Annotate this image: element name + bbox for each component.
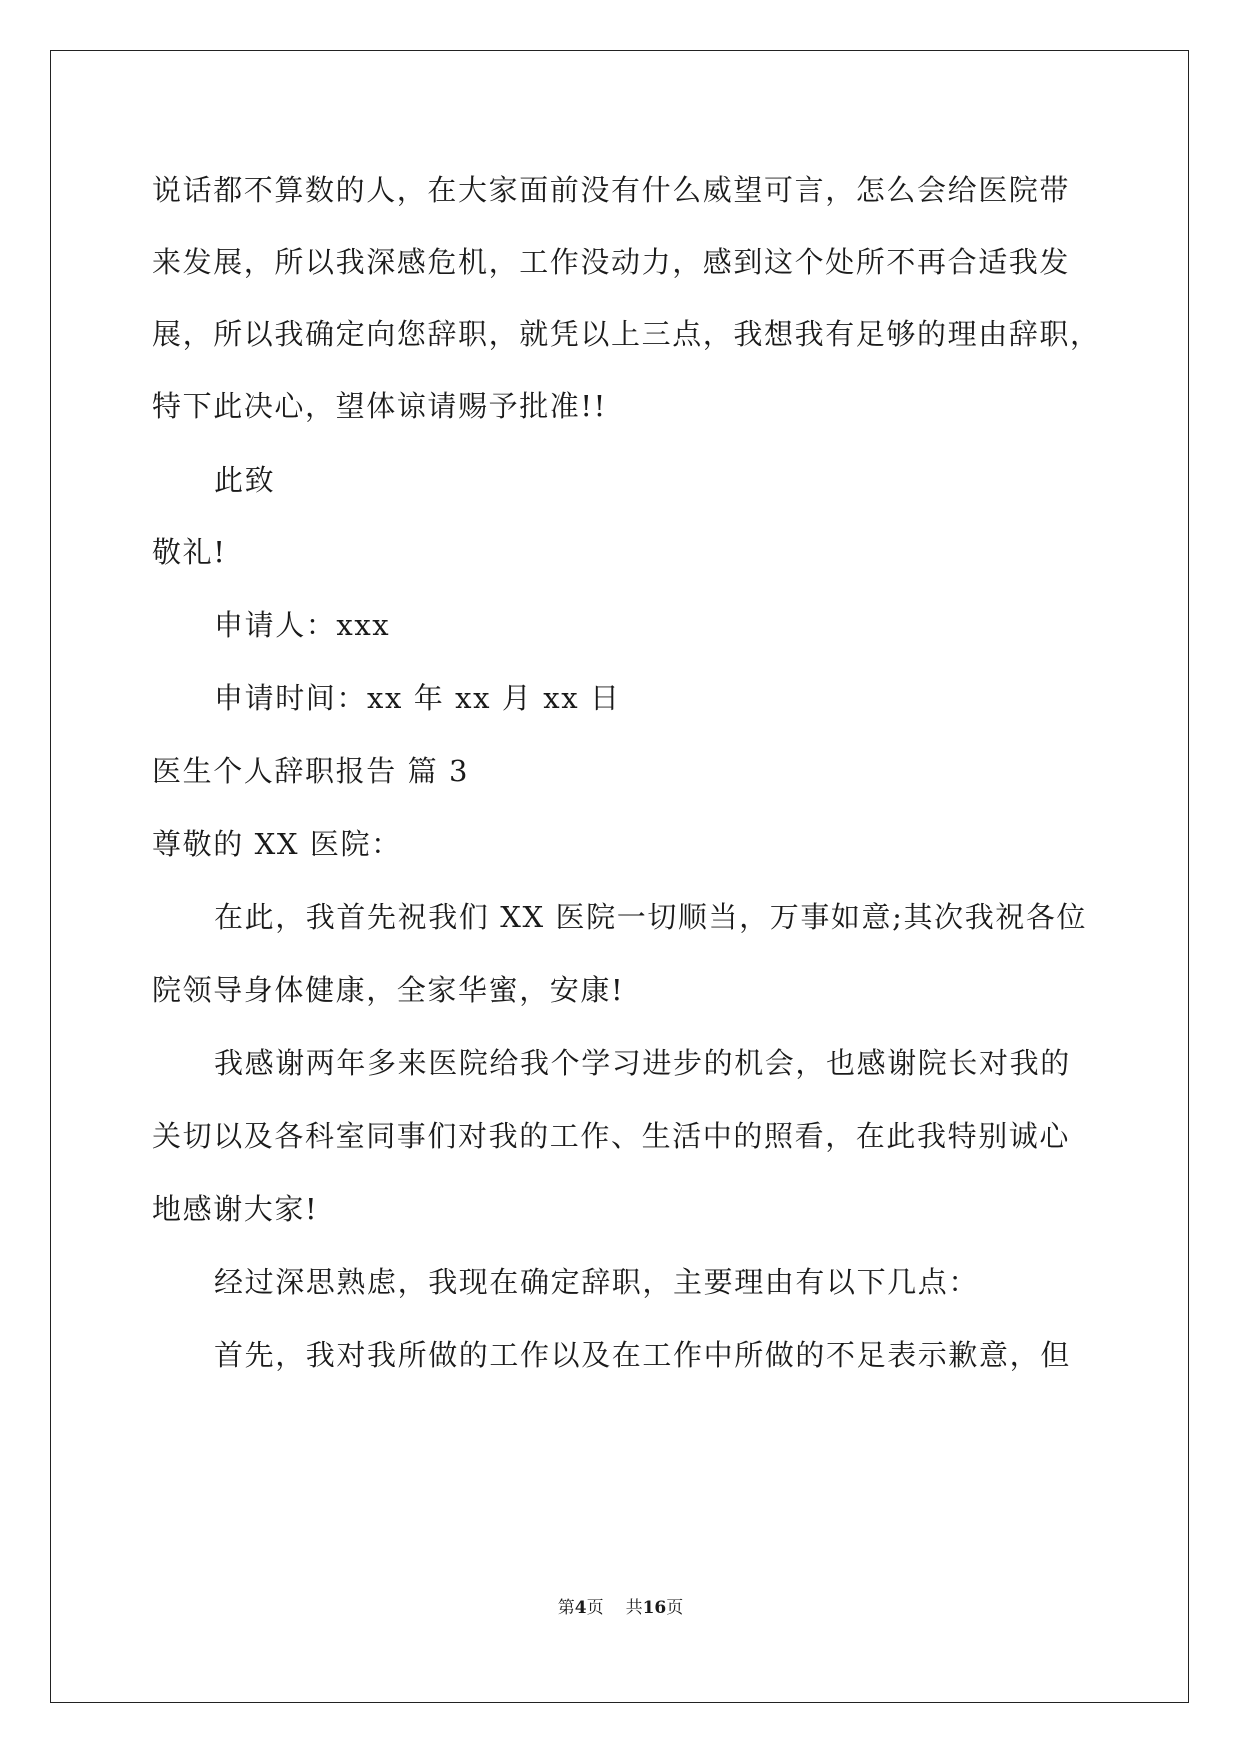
page-suffix: 页 xyxy=(586,1598,604,1618)
paragraph-line: 在此，我首先祝我们 XX 医院一切顺当，万事如意;其次我祝各位 xyxy=(214,900,1088,934)
section-title: 医生个人辞职报告 篇 3 xyxy=(152,754,470,788)
page-number: 4 xyxy=(574,1598,587,1618)
page-prefix: 第 xyxy=(557,1598,575,1618)
letter-greeting: 尊敬的 XX 医院： xyxy=(152,827,402,861)
paragraph-line: 首先，我对我所做的工作以及在工作中所做的不足表示歉意，但 xyxy=(214,1338,1071,1372)
paragraph-line: 说话都不算数的人，在大家面前没有什么威望可言，怎么会给医院带 xyxy=(152,173,1071,207)
closing-salutation: 此致 xyxy=(214,463,276,497)
paragraph-line: 经过深思熟虑，我现在确定辞职，主要理由有以下几点： xyxy=(214,1265,980,1299)
paragraph-line: 特下此决心，望体谅请赐予批准!! xyxy=(152,389,607,423)
applicant-name: 申请人：xxx xyxy=(214,608,391,642)
total-suffix: 页 xyxy=(666,1598,684,1618)
paragraph-line: 关切以及各科室同事们对我的工作、生活中的照看，在此我特别诚心 xyxy=(152,1119,1071,1153)
paragraph-line: 院领导身体健康，全家华蜜，安康! xyxy=(152,973,625,1007)
page-footer xyxy=(0,1593,1241,1618)
page-border xyxy=(50,50,1189,1703)
paragraph-line: 展，所以我确定向您辞职，就凭以上三点，我想我有足够的理由辞职， xyxy=(152,317,1101,351)
paragraph-line: 我感谢两年多来医院给我个学习进步的机会，也感谢院长对我的 xyxy=(214,1046,1071,1080)
paragraph-line: 地感谢大家! xyxy=(152,1192,319,1226)
closing-regards: 敬礼! xyxy=(152,535,227,569)
application-date: 申请时间：xx 年 xx 月 xx 日 xyxy=(214,681,621,715)
total-pages: 16 xyxy=(642,1598,667,1618)
total-prefix: 共 xyxy=(625,1598,643,1618)
paragraph-line: 来发展，所以我深感危机，工作没动力，感到这个处所不再合适我发 xyxy=(152,245,1071,279)
